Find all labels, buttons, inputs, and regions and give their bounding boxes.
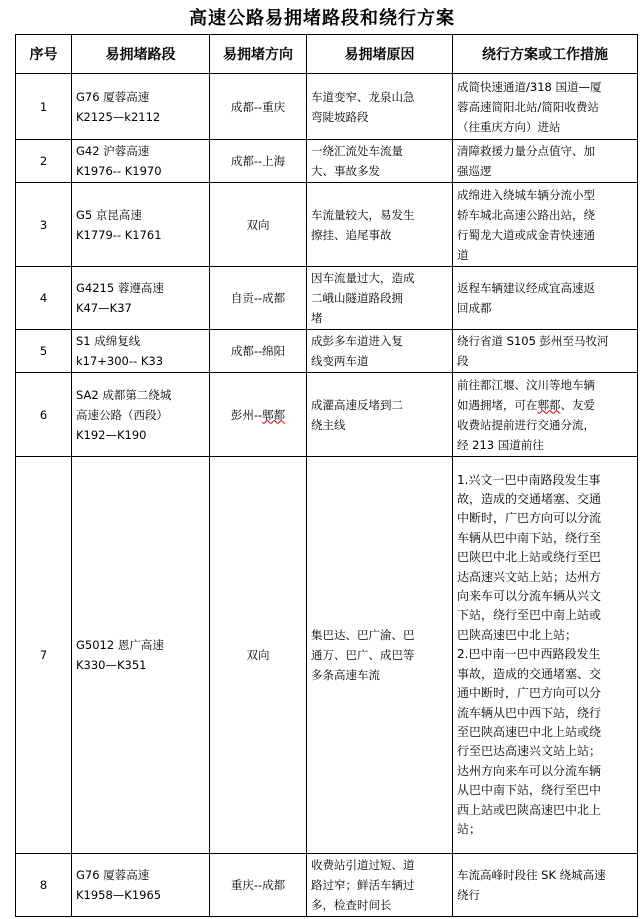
road-section	[72, 854, 210, 917]
plan-line: 段	[457, 354, 469, 368]
direction: 成都--绵阳	[210, 330, 307, 373]
plan-line: 巴陕高速巴中北上站；	[457, 627, 578, 642]
plan-line: 车辆从巴中南下站，绕行至	[457, 530, 602, 545]
row-number: 4	[16, 267, 72, 330]
row-number: 1	[16, 74, 72, 140]
plan-line	[457, 395, 633, 415]
cause-line: 路过窄；鲜活车辆过	[311, 878, 415, 892]
plan-line: 成简快速通道/318 国道—厦	[457, 79, 602, 94]
direction-from: 彭州--	[230, 407, 263, 422]
row-number: 3	[16, 183, 72, 267]
plan-line: 故，造成的交通堵塞、交通	[457, 492, 602, 507]
header-road: 易拥堵路段	[72, 35, 210, 74]
cause-line: 多，检查时间长	[311, 898, 392, 912]
plan-line: 行蜀龙大道或成金青快速通	[457, 227, 595, 242]
plan-line: 成绵进入绕城车辆分流小型	[457, 187, 595, 202]
plan-line: 道	[457, 247, 469, 262]
road-km: K1779-- K1761	[76, 227, 162, 242]
plan-line: 强巡逻	[457, 164, 492, 178]
table-header-row	[16, 35, 638, 74]
cause	[307, 457, 453, 854]
detour-plan	[453, 330, 638, 373]
plan-line: 事故，造成的交通堵塞、交	[457, 666, 602, 681]
header-no: 序号	[16, 35, 72, 74]
detour-plan	[453, 74, 638, 140]
cause	[307, 330, 453, 373]
row-number: 5	[16, 330, 72, 373]
plan-line: 站；	[457, 821, 482, 836]
plan-line: 1.兴文一巴中南路段发生事	[457, 472, 601, 487]
plan-text: 、友爱	[560, 397, 595, 412]
cause-line: 擦挂、追尾事故	[311, 227, 392, 242]
road-name: G42 沪蓉高速	[76, 144, 150, 158]
detour-plan	[453, 373, 638, 457]
page-title: 高速公路易拥堵路段和绕行方案	[189, 8, 455, 29]
plan-line: 轿车城北高速公路出站，绕	[457, 207, 595, 222]
road-km: K1958—K1965	[76, 888, 162, 902]
plan-line: 收费站提前进行交通分流，	[457, 417, 595, 432]
plan-line: 中断时，广巴方向可以分流	[457, 511, 602, 526]
road-section	[72, 373, 210, 457]
direction: 双向	[210, 457, 307, 854]
plan-line: 绕行	[457, 888, 480, 902]
cause	[307, 373, 453, 457]
plan-line: 行至巴达高速兴文站上站；	[457, 744, 602, 759]
cause-line: 成彭多车道进入复	[311, 334, 403, 348]
plan-line: 返程车辆建议经成宜高速返	[457, 281, 595, 295]
table-row	[16, 854, 638, 917]
direction	[210, 373, 307, 457]
cause	[307, 140, 453, 183]
road-name: S1 成绵复线	[76, 334, 141, 348]
cause-line: 弯陡坡路段	[311, 109, 369, 124]
cause-line: 绕主线	[311, 417, 346, 432]
direction-to: 郫都	[262, 407, 286, 422]
cause-line: 因车流量过大，造成	[311, 271, 415, 285]
plan-line: （往重庆方向）进站	[457, 119, 561, 134]
detour-plan	[453, 457, 638, 854]
header-plan: 绕行方案或工作措施	[453, 35, 638, 74]
cause-line: 堵	[311, 311, 323, 325]
plan-text: 如遇拥堵，可在	[457, 397, 538, 412]
congestion-table	[15, 34, 638, 917]
table-row	[16, 373, 638, 457]
row-number: 8	[16, 854, 72, 917]
plan-line: 蓉高速简阳北站/简阳收费站	[457, 99, 599, 114]
direction: 成都--上海	[210, 140, 307, 183]
direction: 双向	[210, 183, 307, 267]
plan-place: 郫都	[537, 397, 561, 412]
road-km: K47—K37	[76, 301, 132, 315]
row-number: 7	[16, 457, 72, 854]
cause	[307, 267, 453, 330]
road-name: G5 京昆高速	[76, 207, 142, 222]
cause	[307, 183, 453, 267]
road-name: SA2 成都第二绕城	[76, 387, 172, 402]
detour-plan	[453, 854, 638, 917]
table-row	[16, 74, 638, 140]
plan-line: 至巴陕高速巴中北上站或绕	[457, 724, 602, 739]
header-direction: 易拥堵方向	[210, 35, 307, 74]
plan-line: 下站，绕行至巴中南上站或	[457, 608, 602, 623]
row-number: 6	[16, 373, 72, 457]
road-km: K192—K190	[76, 427, 147, 442]
table-row	[16, 140, 638, 183]
road-section	[72, 330, 210, 373]
plan-line: 前往都江堰、汶川等地车辆	[457, 377, 595, 392]
plan-line: 清障救援力量分点值守、加	[457, 144, 595, 158]
road-section	[72, 140, 210, 183]
plan-line: 从巴中南下站，绕行至巴中	[457, 783, 602, 798]
cause-line: 收费站引道过短、道	[311, 858, 415, 872]
table-row	[16, 267, 638, 330]
road-section	[72, 74, 210, 140]
cause-line: 一绕汇流处车流量	[311, 144, 403, 158]
road-section	[72, 183, 210, 267]
row-number: 2	[16, 140, 72, 183]
cause-line: 多条高速车流	[311, 668, 380, 682]
cause-line: 通万、巴广、成巴等	[311, 648, 415, 662]
cause	[307, 74, 453, 140]
road-section	[72, 457, 210, 854]
cause-line: 车道变窄、龙泉山急	[311, 89, 415, 104]
road-name: G5012 恩广高速	[76, 638, 164, 652]
road-km: K2125—k2112	[76, 109, 161, 124]
detour-plan	[453, 183, 638, 267]
plan-line: 车流高峰时段往 SK 绕城高速	[457, 868, 606, 882]
plan-line: 向来车可以分流车辆从兴文	[457, 589, 602, 604]
road-km: K1976-- K1970	[76, 164, 162, 178]
plan-line: 通中断时，广巴方向可以分	[457, 686, 602, 701]
detour-plan	[453, 140, 638, 183]
plan-line: 流车辆从巴中西下站，绕行	[457, 705, 602, 720]
plan-line: 2.巴中南一巴中西路段发生	[457, 647, 601, 662]
plan-line: 巴陕巴中北上站或绕行至巴	[457, 550, 602, 565]
cause-line: 成灌高速反堵到二	[311, 397, 403, 412]
road-name: G76 厦蓉高速	[76, 868, 150, 882]
road-name: 高速公路（西段）	[76, 407, 168, 422]
plan-line: 达州方向来车可以分流车辆	[457, 763, 602, 778]
road-name: G4215 蓉遵高速	[76, 281, 164, 295]
cause	[307, 854, 453, 917]
road-name: G76 厦蓉高速	[76, 89, 150, 104]
cause-line: 二峨山隧道路段拥	[311, 291, 403, 305]
table-row	[16, 183, 638, 267]
cause-line: 线变两车道	[311, 354, 369, 368]
detour-plan	[453, 267, 638, 330]
plan-line: 经 213 国道前往	[457, 437, 544, 452]
table-row	[16, 457, 638, 854]
cause-line: 大、事故多发	[311, 164, 380, 178]
table-row	[16, 330, 638, 373]
header-cause: 易拥堵原因	[307, 35, 453, 74]
direction: 成都--重庆	[210, 74, 307, 140]
road-section	[72, 267, 210, 330]
cause-line: 集巴达、巴广渝、巴	[311, 628, 415, 642]
plan-line: 西上站或巴陕高速巴中北上	[457, 802, 602, 817]
direction: 自贡--成都	[210, 267, 307, 330]
plan-line: 绕行省道 S105 彭州至马牧河	[457, 334, 609, 348]
direction: 重庆--成都	[210, 854, 307, 917]
road-km: k17+300-- K33	[76, 354, 164, 368]
road-km: K330—K351	[76, 658, 147, 672]
plan-line: 达高速兴文站上站；达州方	[457, 569, 602, 584]
cause-line: 车流量较大，易发生	[311, 207, 415, 222]
plan-line: 回成都	[457, 301, 492, 315]
